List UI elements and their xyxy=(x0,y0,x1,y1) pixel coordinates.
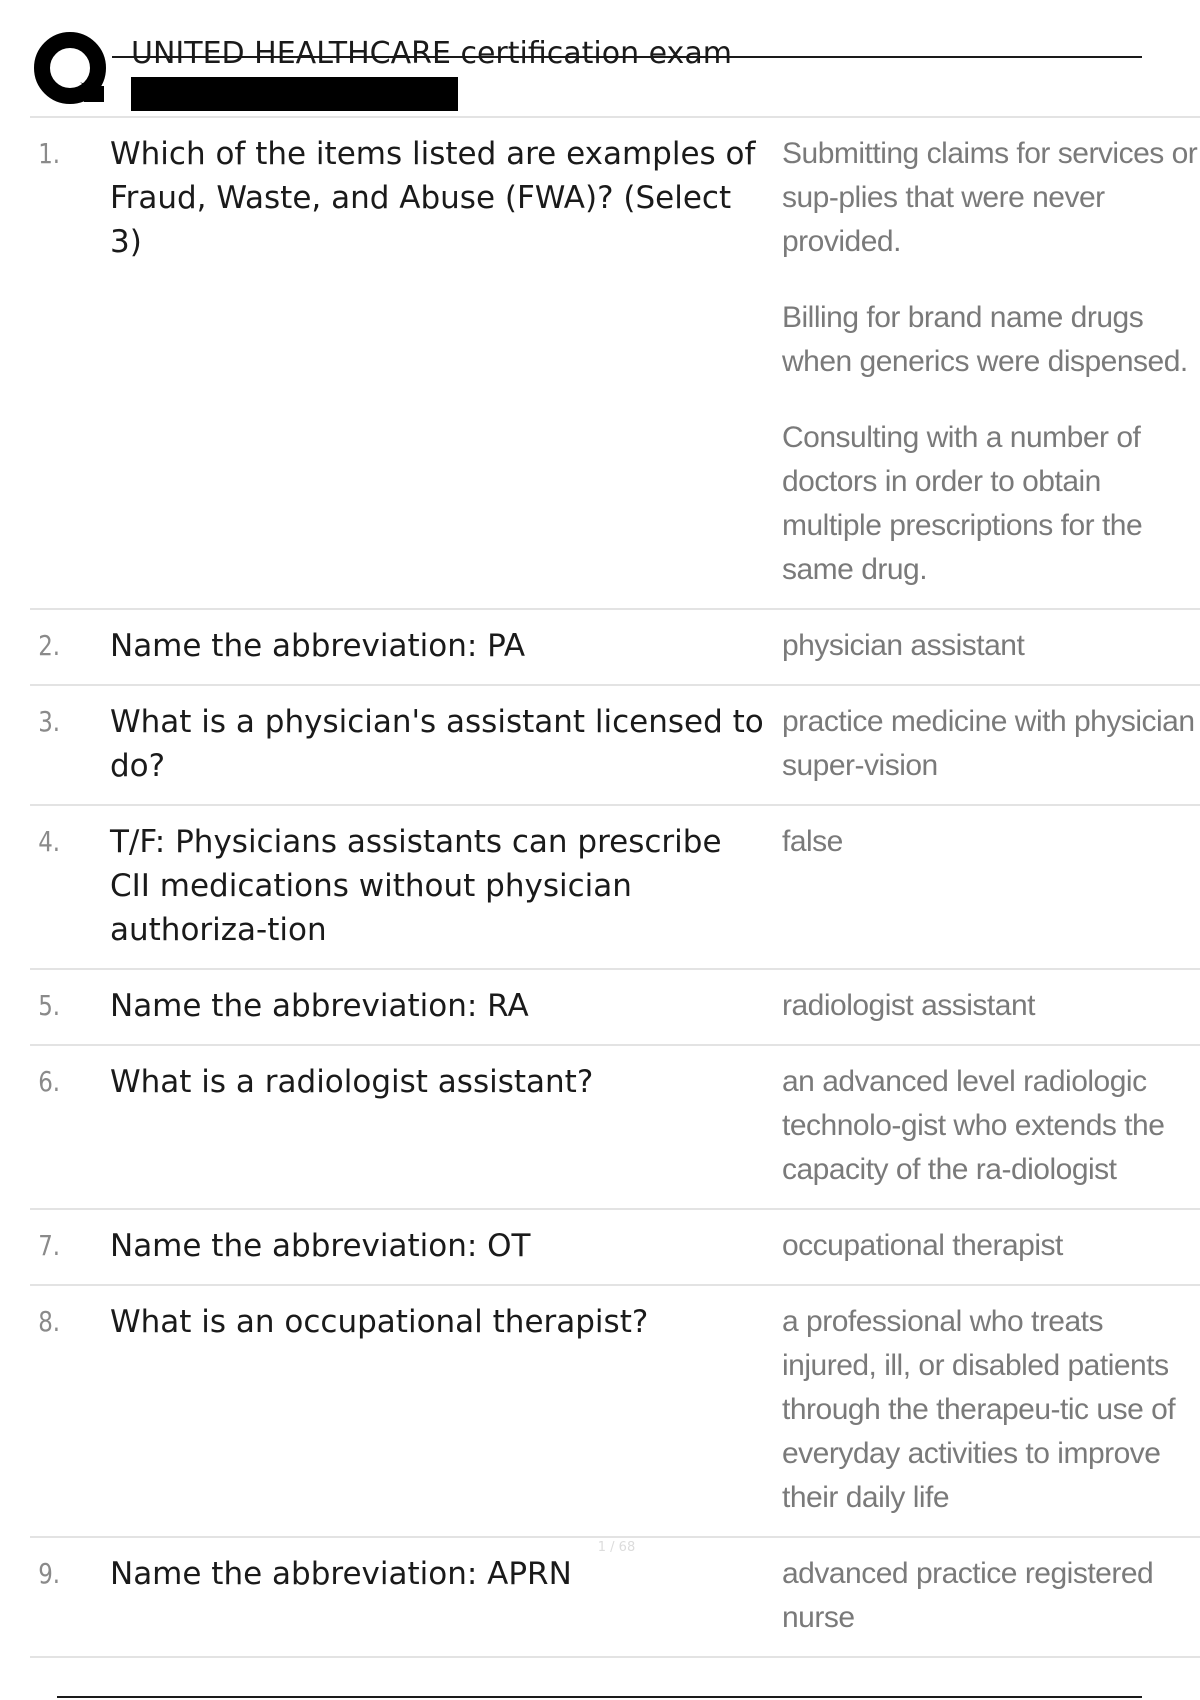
flashcard-row xyxy=(30,1044,1200,1208)
answer-column xyxy=(782,984,1200,1028)
answer-text: radiologist assistant xyxy=(782,989,1035,1022)
answer-column xyxy=(782,1552,1200,1640)
redaction-bar xyxy=(131,77,458,111)
question-text: What is an occupational therapist? xyxy=(110,1304,649,1340)
question-text: Name the abbreviation: RA xyxy=(110,988,529,1024)
answer-column xyxy=(782,820,1200,952)
answer-column xyxy=(782,132,1200,592)
flashcard-row xyxy=(30,968,1200,1044)
answer-column xyxy=(782,1224,1200,1268)
question-text: Which of the items listed are examples of Fraud, Waste, and Abuse (FWA)? (Select 3) xyxy=(110,136,756,260)
question-text: What is a physician's assistant licensed to do? xyxy=(110,704,764,784)
document-header xyxy=(0,0,1200,118)
footer-rule xyxy=(57,1696,1142,1698)
answer-text: practice medicine with physician super-vision xyxy=(782,705,1195,782)
answer-text: Billing for brand name drugs when generics were dispensed. xyxy=(782,301,1188,378)
document-title: UNITED HEALTHCARE certification exam xyxy=(131,36,732,71)
answer-column xyxy=(782,1060,1200,1192)
question-number: 2. xyxy=(38,629,61,662)
question-number: 6. xyxy=(38,1065,61,1098)
answer-column xyxy=(782,624,1200,668)
flashcard-row xyxy=(30,804,1200,968)
flashcard-row xyxy=(30,116,1200,608)
question-number: 1. xyxy=(38,137,61,170)
question-number: 8. xyxy=(38,1305,61,1338)
question-number: 4. xyxy=(38,825,61,858)
page-number: 1 / 68 xyxy=(597,1540,636,1555)
q-logo-icon xyxy=(32,30,112,110)
flashcard-list xyxy=(30,116,1200,1658)
question-number: 9. xyxy=(38,1557,61,1590)
question-text: What is a radiologist assistant? xyxy=(110,1064,594,1100)
answer-text: occupational therapist xyxy=(782,1229,1063,1262)
question-text: T/F: Physicians assistants can prescribe CII medications without physician authoriza-tion xyxy=(110,824,722,948)
answer-text: advanced practice registered nurse xyxy=(782,1557,1154,1634)
question-text: Name the abbreviation: PA xyxy=(110,628,526,664)
answer-text: Consulting with a number of doctors in order to obtain multiple prescriptions for the same drug. xyxy=(782,421,1143,586)
answer-text: Submitting claims for services or sup-plies that were never provided. xyxy=(782,137,1198,258)
question-text: Name the abbreviation: OT xyxy=(110,1228,531,1264)
answer-text: an advanced level radiologic technolo-gist who extends the capacity of the ra-diologist xyxy=(782,1065,1165,1186)
answer-text: physician assistant xyxy=(782,629,1025,662)
answer-text: a professional who treats injured, ill, or disabled patients through the therapeu-tic use of everyday activities to improve their daily life xyxy=(782,1305,1176,1514)
answer-column xyxy=(782,1300,1200,1520)
flashcard-row xyxy=(30,1284,1200,1536)
flashcard-row xyxy=(30,608,1200,684)
question-text: Name the abbreviation: APRN xyxy=(110,1556,572,1592)
answer-column xyxy=(782,700,1200,788)
question-number: 5. xyxy=(38,989,61,1022)
question-number: 3. xyxy=(38,705,61,738)
question-number: 7. xyxy=(38,1229,61,1262)
answer-text: false xyxy=(782,825,843,858)
flashcard-row xyxy=(30,1208,1200,1284)
flashcard-row xyxy=(30,684,1200,804)
